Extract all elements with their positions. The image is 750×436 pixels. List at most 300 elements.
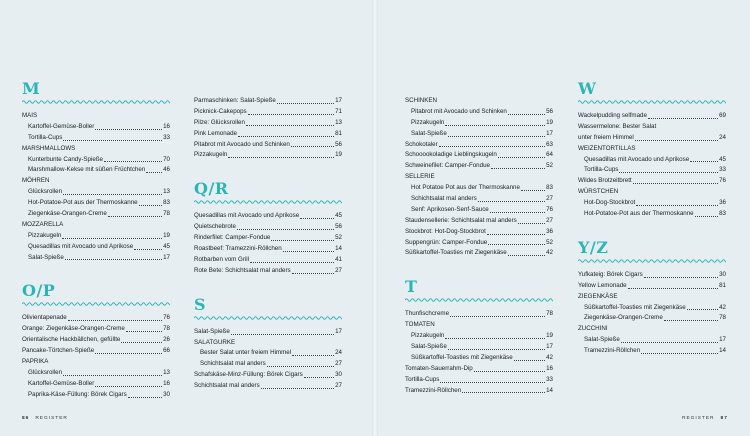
index-entry xyxy=(22,165,170,176)
entry-label: MÖHREN xyxy=(22,177,50,185)
dot-leader xyxy=(474,371,545,372)
index-entry xyxy=(22,313,170,324)
dot-leader xyxy=(134,249,162,250)
page-reference: 16 xyxy=(163,122,170,130)
entry-label: Schichtsalat mal anders xyxy=(194,382,260,390)
index-section xyxy=(405,279,553,396)
index-column-1 xyxy=(22,81,170,401)
entry-label: Rote Bete: Schichtsalat mal anders xyxy=(194,266,291,274)
page-reference: 16 xyxy=(163,379,170,387)
page-reference: 16 xyxy=(546,364,553,372)
page-reference: 30 xyxy=(719,270,726,278)
footer-left xyxy=(22,416,68,421)
entry-label: Salat-Spieße xyxy=(411,343,447,351)
wavy-divider xyxy=(405,297,553,303)
dot-leader xyxy=(635,140,718,141)
footer-label-left: REGISTER xyxy=(35,416,68,421)
index-heading xyxy=(578,187,726,198)
entry-label: Süßkartoffel-Toasties mit Ziegenkäse xyxy=(411,353,513,361)
entry-label: Quesadillas mit Avocado und Aprikose xyxy=(28,242,134,250)
index-entry xyxy=(578,313,726,324)
entry-label: Marshmallow-Kekse mit süßen Früchtchen xyxy=(28,166,146,174)
entry-label: Süßkartoffel-Toasties mit Ziegenkäse xyxy=(584,303,686,311)
page-reference: 81 xyxy=(335,129,342,137)
dot-leader xyxy=(508,114,545,115)
dot-leader xyxy=(445,338,545,339)
entry-label: SCHINKEN xyxy=(405,96,437,104)
entry-label: Wildes Brotzeitbrett xyxy=(578,177,632,185)
dot-leader xyxy=(267,366,334,367)
entry-label: Salat-Spieße xyxy=(411,129,447,137)
dot-leader xyxy=(687,309,718,310)
index-entry xyxy=(194,255,342,266)
index-entry xyxy=(578,155,726,166)
index-entry xyxy=(22,346,170,357)
dot-leader xyxy=(518,223,545,224)
entry-label: Schafskäse-Minz-Füllung: Börek Cigars xyxy=(194,371,303,379)
dot-leader xyxy=(487,234,545,235)
index-entry xyxy=(405,309,553,320)
entry-label: unter freiem Himmel xyxy=(578,133,634,141)
index-entry xyxy=(22,253,170,264)
index-list xyxy=(194,96,342,161)
page-reference: 78 xyxy=(163,325,170,333)
entry-label: Glücksrollen xyxy=(28,188,63,196)
index-entry xyxy=(194,107,342,118)
index-entry xyxy=(22,155,170,166)
page-reference: 27 xyxy=(335,360,342,368)
page-reference: 83 xyxy=(719,210,726,217)
page-reference: 76 xyxy=(719,177,726,185)
entry-label: Rinderfilet: Camper-Fondue xyxy=(194,234,271,242)
page-reference: 46 xyxy=(163,166,170,174)
page-reference: 63 xyxy=(546,140,553,148)
index-section xyxy=(22,283,170,400)
index-entry xyxy=(578,346,726,357)
section-letter: Q/R xyxy=(194,179,229,199)
index-entry xyxy=(194,348,342,359)
entry-label: Schichtsalat mal anders xyxy=(411,195,477,202)
entry-label: Kunterbunte Candy-Spieße xyxy=(28,155,103,163)
index-heading xyxy=(22,111,170,122)
dot-leader xyxy=(68,320,162,321)
index-entry xyxy=(194,150,342,161)
entry-label: Schichtsalat mal anders xyxy=(200,360,266,368)
page-reference: 19 xyxy=(335,151,342,159)
index-entry xyxy=(578,111,726,122)
index-section xyxy=(194,181,342,276)
index-entry xyxy=(194,244,342,255)
page-reference: 76 xyxy=(163,314,170,322)
index-entry xyxy=(578,176,726,187)
entry-label: Wassermelone: Bester Salat xyxy=(578,122,657,130)
index-heading xyxy=(22,144,170,155)
entry-label: Ziegenkäse-Orangen-Creme xyxy=(28,210,107,217)
dot-leader xyxy=(231,334,334,335)
page-reference: 14 xyxy=(335,245,342,252)
book-gutter xyxy=(372,0,378,436)
index-entry xyxy=(194,327,342,338)
page-reference: 24 xyxy=(719,133,726,141)
page-reference: 56 xyxy=(546,107,553,115)
page-reference: 36 xyxy=(546,227,553,235)
dot-leader xyxy=(440,382,545,383)
dot-leader xyxy=(146,172,162,173)
dot-leader xyxy=(498,157,545,158)
index-entry xyxy=(578,165,726,176)
index-entry xyxy=(405,386,553,397)
page-reference: 27 xyxy=(546,216,553,224)
entry-label: Thunfischcreme xyxy=(405,310,450,318)
dot-leader xyxy=(283,251,334,252)
entry-label: Glücksrollen xyxy=(28,368,63,376)
dot-leader xyxy=(62,238,162,239)
entry-label: WÜRSTCHEN xyxy=(578,188,619,196)
index-entry xyxy=(22,390,170,401)
dot-leader xyxy=(292,355,334,356)
page-reference: 14 xyxy=(719,347,726,355)
entry-label: Hot-Potatoe-Pot aus der Thermoskanne xyxy=(28,199,138,207)
entry-label: Quesadillas mit Avocado und Aprikose xyxy=(194,212,300,220)
entry-label: Pilze: Glücksrollen xyxy=(194,118,245,126)
index-entry xyxy=(405,364,553,375)
dot-leader xyxy=(250,262,334,263)
entry-label: Bester Salat unter freiem Himmel xyxy=(200,349,292,357)
index-entry xyxy=(405,129,553,140)
entry-label: Tomaten-Sauerrahm-Dip xyxy=(405,364,473,372)
index-entry xyxy=(194,381,342,392)
page-reference: 33 xyxy=(546,375,553,383)
index-entry xyxy=(578,198,726,209)
page-reference: 81 xyxy=(719,281,726,289)
index-entry xyxy=(22,231,170,242)
index-entry xyxy=(22,187,170,198)
index-list xyxy=(194,211,342,276)
page-reference: 27 xyxy=(335,382,342,390)
section-letter: T xyxy=(405,277,418,297)
dot-leader xyxy=(248,114,334,115)
entry-label: MARSHMALLOWS xyxy=(22,144,76,152)
entry-label: Hot-Potatoe-Pot aus der Thermoskanne xyxy=(584,210,694,217)
dot-leader xyxy=(491,168,545,169)
entry-label: Pizzakugeln xyxy=(194,151,228,159)
page-reference: 42 xyxy=(546,249,553,257)
page-reference: 17 xyxy=(335,96,342,104)
wavy-divider xyxy=(194,199,342,205)
page-reference: 42 xyxy=(546,353,553,361)
dot-leader xyxy=(121,342,162,343)
index-heading xyxy=(22,220,170,231)
entry-label: Schweinefilet: Camper-Fondue xyxy=(405,162,490,170)
entry-label: Kartoffel-Gemüse-Boller xyxy=(28,122,95,130)
index-entry xyxy=(405,107,553,118)
page-reference: 78 xyxy=(546,310,553,318)
index-entry xyxy=(405,205,553,216)
index-entry xyxy=(405,150,553,161)
entry-label: Quesadillas mit Avocado und Aprikose xyxy=(584,155,690,163)
index-entry xyxy=(578,303,726,314)
dot-leader xyxy=(246,125,334,126)
footer-right xyxy=(682,416,728,421)
page-reference: 45 xyxy=(163,242,170,250)
entry-label: Suppengrün: Camper-Fondue xyxy=(405,238,488,246)
index-heading xyxy=(578,292,726,303)
page-reference: 17 xyxy=(163,253,170,261)
dot-leader xyxy=(95,129,162,130)
wavy-divider xyxy=(194,315,342,321)
dot-leader xyxy=(277,103,334,104)
index-entry xyxy=(405,353,553,364)
index-column-3 xyxy=(405,96,553,396)
entry-label: Yellow Lemonade xyxy=(578,281,627,289)
entry-label: ZIEGENKÄSE xyxy=(578,292,618,300)
entry-label: TOMATEN xyxy=(405,321,435,329)
dot-leader xyxy=(228,157,334,158)
index-section xyxy=(194,294,342,392)
entry-label: SALATGURKE xyxy=(194,338,236,346)
index-entry xyxy=(405,183,553,194)
dot-leader xyxy=(139,205,163,206)
dot-leader xyxy=(490,212,545,213)
page-reference: 26 xyxy=(163,336,170,344)
wavy-divider xyxy=(22,99,170,105)
index-entry xyxy=(194,129,342,140)
page-reference: 30 xyxy=(163,390,170,398)
page-reference: 52 xyxy=(546,162,553,170)
index-heading xyxy=(578,324,726,335)
page-reference: 30 xyxy=(335,371,342,379)
dot-leader xyxy=(63,194,162,195)
entry-label: Olivientapenade xyxy=(22,314,67,322)
index-entry xyxy=(22,209,170,220)
entry-label: MOZZARELLA xyxy=(22,220,64,228)
entry-label: Tortilla-Cups xyxy=(405,375,440,383)
dot-leader xyxy=(292,273,334,274)
page-reference: 56 xyxy=(335,140,342,148)
entry-label: Senf: Aprikosen-Senf-Sauce xyxy=(411,205,489,213)
page-reference: 27 xyxy=(546,195,553,202)
dot-leader xyxy=(439,146,545,147)
index-entry xyxy=(405,140,553,151)
entry-label: WEIZENTORTILLAS xyxy=(578,144,636,152)
index-entry xyxy=(22,335,170,346)
page-number-right: 87 xyxy=(720,416,728,421)
index-entry xyxy=(22,198,170,209)
page-reference: 13 xyxy=(163,368,170,376)
footer-label-right: REGISTER xyxy=(682,416,715,421)
index-entry xyxy=(22,242,170,253)
entry-label: SELLERIE xyxy=(405,173,435,181)
dot-leader xyxy=(104,161,162,162)
index-entry xyxy=(22,122,170,133)
entry-label: Salat-Spieße xyxy=(194,327,230,335)
index-list xyxy=(194,327,342,392)
index-section xyxy=(578,237,726,357)
entry-label: Pitabrot mit Avocado und Schinken xyxy=(194,140,290,148)
dot-leader xyxy=(695,216,719,217)
dot-leader xyxy=(478,201,545,202)
index-entry xyxy=(405,238,553,249)
page-reference: 66 xyxy=(163,347,170,355)
page-reference: 13 xyxy=(335,118,342,126)
dot-leader xyxy=(644,277,718,278)
entry-label: Pitabrot mit Avocado und Schinken xyxy=(411,107,507,115)
index-entry xyxy=(405,331,553,342)
index-entry xyxy=(578,122,726,133)
page-reference: 83 xyxy=(163,199,170,207)
entry-label: Süßkartoffel-Toasties mit Ziegenkäse xyxy=(405,249,507,257)
index-entry xyxy=(405,194,553,205)
dot-leader xyxy=(521,190,545,191)
page-reference: 19 xyxy=(546,332,553,340)
dot-leader xyxy=(636,205,718,206)
dot-leader xyxy=(237,229,334,230)
page-reference: 45 xyxy=(335,212,342,220)
entry-label: Pancake-Törtchen-Spieße xyxy=(22,347,95,355)
page-reference: 64 xyxy=(546,151,553,159)
entry-label: Kartoffel-Gemüse-Boller xyxy=(28,379,95,387)
page-reference: 19 xyxy=(546,118,553,126)
entry-label: Orientalische Hackbällchen, gefüllte xyxy=(22,336,121,344)
entry-label: Orange: Ziegenkäse-Orangen-Creme xyxy=(22,325,125,333)
page-reference: 78 xyxy=(163,210,170,217)
index-heading xyxy=(578,144,726,155)
page-reference: 17 xyxy=(335,327,342,335)
wavy-divider xyxy=(578,258,726,264)
index-entry xyxy=(405,375,553,386)
index-entry xyxy=(578,335,726,346)
page-reference: 69 xyxy=(719,111,726,119)
dot-leader xyxy=(664,320,718,321)
page-reference: 14 xyxy=(546,386,553,394)
entry-label: Pizzakugeln xyxy=(411,332,445,340)
index-entry xyxy=(194,222,342,233)
page-reference: 36 xyxy=(719,199,726,207)
entry-label: Quietschebrote xyxy=(194,223,236,231)
index-list xyxy=(405,96,553,259)
entry-label: Staudensellerie: Schichtsalat mal anders xyxy=(405,216,517,224)
index-entry xyxy=(405,227,553,238)
index-entry xyxy=(578,133,726,144)
dot-leader xyxy=(126,331,162,332)
dot-leader xyxy=(63,140,162,141)
index-list xyxy=(578,270,726,357)
dot-leader xyxy=(641,353,718,354)
page-reference: 71 xyxy=(335,107,342,115)
page-reference: 27 xyxy=(335,266,342,274)
index-heading xyxy=(22,176,170,187)
entry-label: Schooookoladige Lieblingskugeln xyxy=(405,151,497,159)
page-reference: 56 xyxy=(335,223,342,231)
index-entry xyxy=(22,324,170,335)
page-reference: 17 xyxy=(546,129,553,137)
page-reference: 42 xyxy=(719,303,726,311)
entry-label: Wackelpudding selfmade xyxy=(578,111,647,119)
dot-leader xyxy=(304,377,334,378)
entry-label: Tortilla-Cups xyxy=(584,166,619,174)
index-list xyxy=(22,313,170,400)
dot-leader xyxy=(95,386,162,387)
dot-leader xyxy=(448,349,545,350)
dot-leader xyxy=(462,392,545,393)
dot-leader xyxy=(445,125,545,126)
index-section xyxy=(578,81,726,220)
index-entry xyxy=(194,96,342,107)
page-reference: 52 xyxy=(335,234,342,242)
dot-leader xyxy=(508,255,545,256)
index-heading xyxy=(194,338,342,349)
index-entry xyxy=(22,133,170,144)
section-letter: O/P xyxy=(22,281,56,301)
page-reference: 78 xyxy=(719,314,726,322)
dot-leader xyxy=(291,146,334,147)
index-section xyxy=(22,81,170,263)
index-heading xyxy=(405,172,553,183)
index-column-2 xyxy=(194,96,342,392)
index-entry xyxy=(194,118,342,129)
dot-leader xyxy=(95,353,162,354)
entry-label: Stockbrot: Hot-Dog-Stockbrot xyxy=(405,227,486,235)
index-entry xyxy=(194,211,342,222)
index-entry xyxy=(578,281,726,292)
entry-label: Pink Lemonade xyxy=(194,129,237,137)
section-letter: S xyxy=(194,294,207,314)
dot-leader xyxy=(633,183,718,184)
page-reference: 33 xyxy=(163,133,170,141)
index-entry xyxy=(578,270,726,281)
dot-leader xyxy=(300,218,334,219)
dot-leader xyxy=(448,136,545,137)
entry-label: Picknick-Cakepops xyxy=(194,107,247,115)
page-reference: 83 xyxy=(546,184,553,192)
dot-leader xyxy=(648,118,718,119)
entry-label: Hot Potatoe Pot aus der Thermoskanne xyxy=(411,184,520,192)
entry-label: Ziegenkäse-Orangen-Creme xyxy=(584,314,663,322)
page-reference: 33 xyxy=(719,166,726,174)
index-entry xyxy=(22,379,170,390)
index-heading xyxy=(405,320,553,331)
index-entry xyxy=(405,118,553,129)
entry-label: MAIS xyxy=(22,111,38,119)
dot-leader xyxy=(619,172,718,173)
entry-label: Tortilla-Cups xyxy=(28,133,63,141)
section-letter: W xyxy=(578,79,597,98)
index-entry xyxy=(194,370,342,381)
entry-label: ZUCCHINI xyxy=(578,325,608,333)
index-entry xyxy=(578,209,726,220)
entry-label: Tramezzini-Röllchen xyxy=(584,347,641,355)
page-reference: 19 xyxy=(163,231,170,239)
entry-label: Tramezzini-Röllchen xyxy=(405,386,462,394)
index-heading xyxy=(405,96,553,107)
page-reference: 41 xyxy=(335,255,342,263)
dot-leader xyxy=(238,136,334,137)
index-list xyxy=(578,111,726,220)
entry-label: Yufkateig: Börek Cigars xyxy=(578,270,643,278)
dot-leader xyxy=(690,161,718,162)
index-column-4 xyxy=(578,81,726,357)
entry-label: Salat-Spieße xyxy=(28,253,64,261)
index-entry xyxy=(405,161,553,172)
entry-label: Hot-Dog-Stockbrot xyxy=(584,199,636,207)
index-entry xyxy=(405,342,553,353)
entry-label: Rotbarben vom Grill xyxy=(194,255,250,263)
index-entry xyxy=(194,359,342,370)
dot-leader xyxy=(514,360,545,361)
wavy-divider xyxy=(578,99,726,105)
dot-leader xyxy=(261,388,334,389)
page-reference: 24 xyxy=(335,349,342,357)
